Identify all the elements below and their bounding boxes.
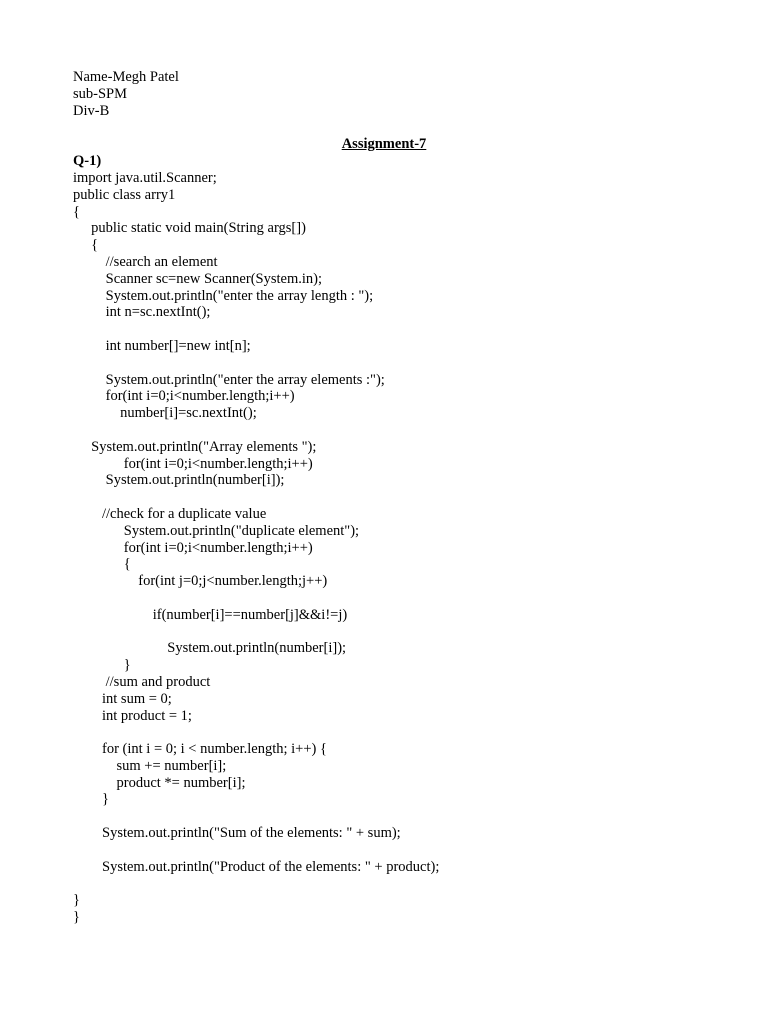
code-line [73,422,439,439]
code-line: for(int i=0;i<number.length;i++) [73,455,313,472]
code-line: for(int i=0;i<number.length;i++) [73,539,313,556]
code-line [73,808,439,825]
code-line: int sum = 0; [73,690,172,707]
code-line: public static void main(String args[]) [73,220,306,237]
code-block [73,170,439,926]
code-line [73,875,439,892]
question-label: Q-1) [73,153,102,169]
code-line: System.out.println("Product of the elements: " + product); [73,858,440,875]
code-line: } [73,657,131,674]
code-line: int product = 1; [73,707,192,724]
code-line: { [73,556,131,573]
code-line [73,355,439,372]
code-line: System.out.println(number[i]); [73,640,347,657]
code-line [73,321,439,338]
code-line [73,724,439,741]
code-line: public class arry1 [73,186,176,203]
code-line: Scanner sc=new Scanner(System.in); [73,270,322,287]
code-line: System.out.println(number[i]); [73,472,285,489]
code-line: System.out.println("enter the array length : "); [73,287,374,304]
code-line [73,842,439,859]
code-line: product *= number[i]; [73,774,246,791]
code-line: import java.util.Scanner; [73,170,217,186]
code-line: for(int i=0;i<number.length;i++) [73,388,295,405]
subject-line: sub-SPM [73,86,127,102]
code-line: int n=sc.nextInt(); [73,304,211,321]
code-line [73,489,439,506]
code-line [73,624,439,641]
code-line: //sum and product [73,673,211,690]
code-line: number[i]=sc.nextInt(); [73,405,257,422]
code-line: //check for a duplicate value [73,505,267,522]
code-line: } [73,892,80,909]
code-line: } [73,791,109,808]
division-line: Div-B [73,103,110,119]
assignment-title [0,136,768,153]
code-line: sum += number[i]; [73,757,227,774]
author-name: Name-Megh Patel [73,69,179,85]
code-line: int number[]=new int[n]; [73,337,251,354]
code-line [73,590,439,607]
code-line: { [73,237,99,254]
code-line: System.out.println("Array elements "); [73,438,317,455]
code-line: System.out.println("enter the array elements :"); [73,371,385,388]
assignment-title-text: Assignment-7 [341,136,427,152]
code-line: System.out.println("Sum of the elements: " + sum); [73,825,401,842]
code-line: System.out.println("duplicate element"); [73,522,360,539]
code-line: for (int i = 0; i < number.length; i++) { [73,741,327,758]
code-line: //search an element [73,253,218,270]
code-line: { [73,203,80,220]
code-line: if(number[i]==number[j]&&i!=j) [73,606,348,623]
code-line: } [73,909,80,926]
code-line: for(int j=0;j<number.length;j++) [73,573,328,590]
